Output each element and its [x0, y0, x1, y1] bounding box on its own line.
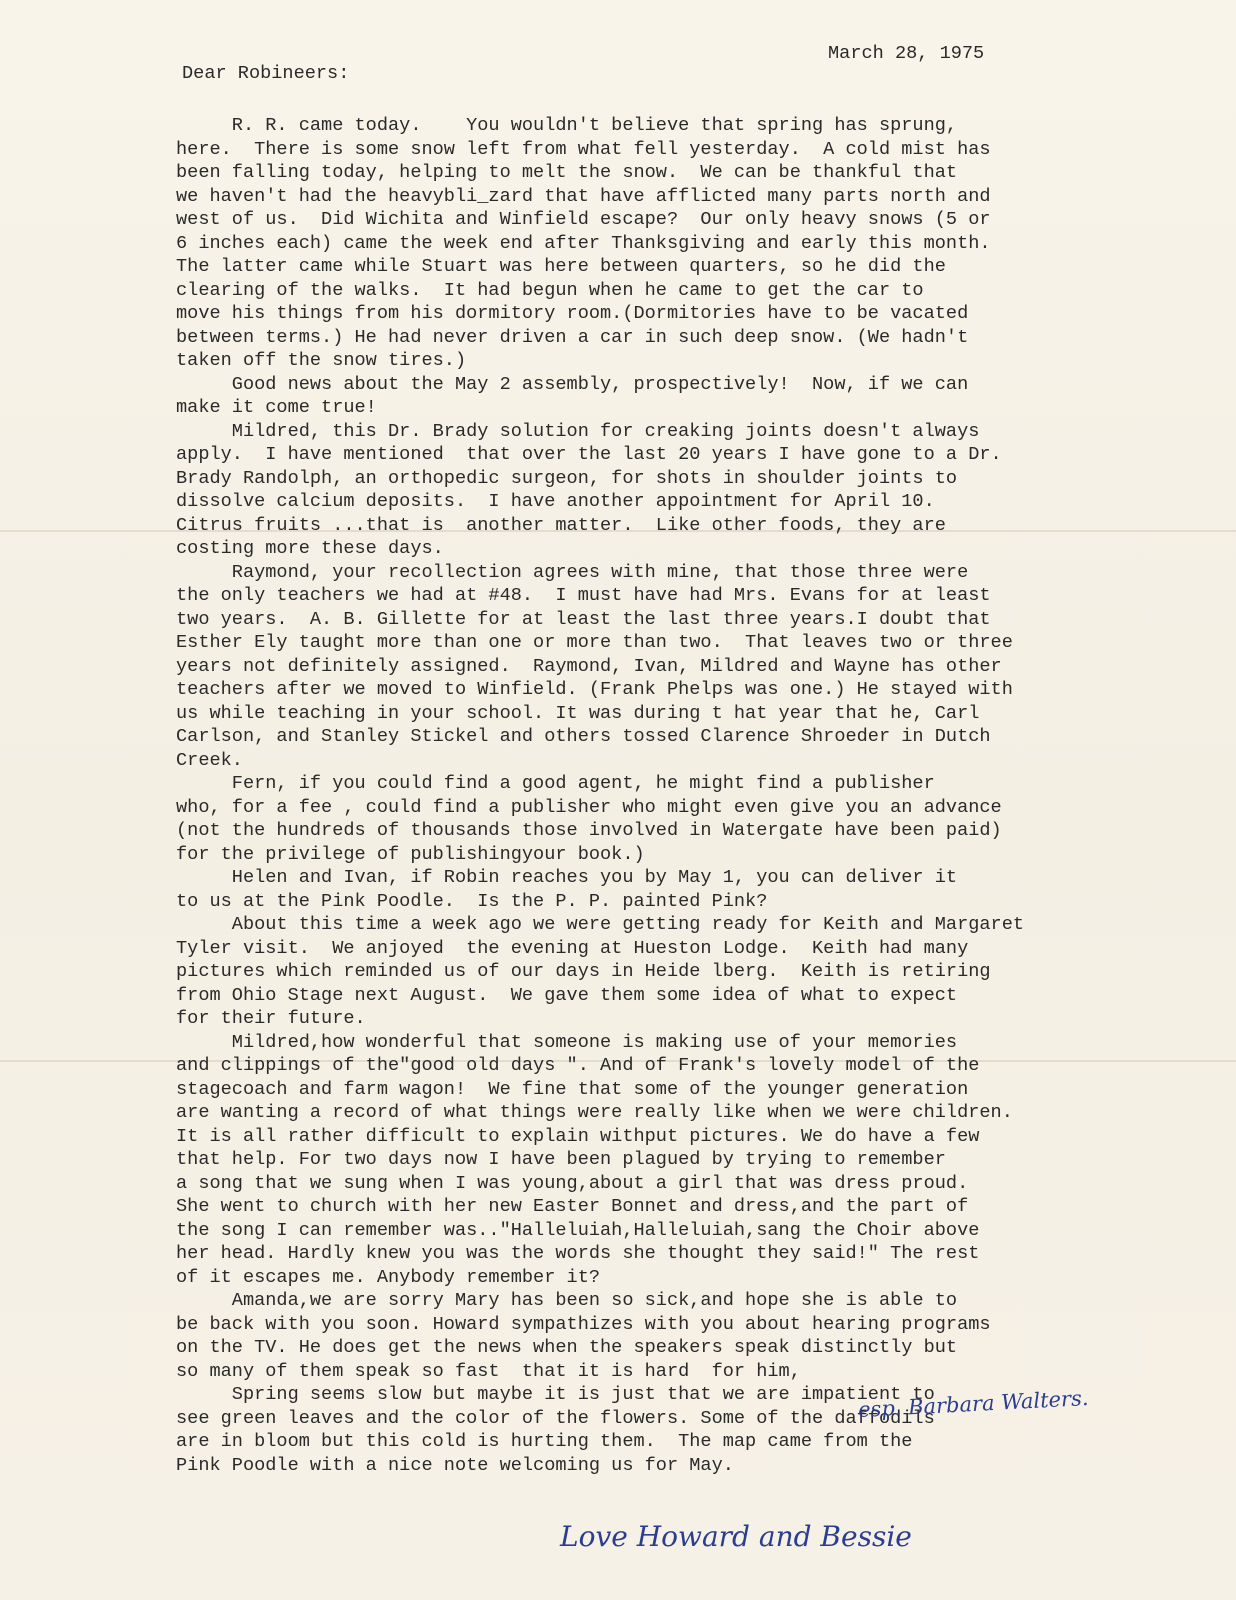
- letter-line: Amanda,we are sorry Mary has been so sick,and hope she is able to: [176, 1290, 958, 1311]
- letter-line: the song I can remember was.."Halleluiah,Halleluiah,sang the Choir above: [176, 1219, 980, 1241]
- letter-line: R. R. came today. You wouldn't believe that spring has sprung,: [176, 115, 958, 136]
- letter-line: years not definitely assigned. Raymond, Ivan, Mildred and Wayne has other: [176, 655, 1002, 677]
- letter-line: Good news about the May 2 assembly, prospectively! Now, if we can: [176, 373, 969, 395]
- letter-line: (not the hundreds of thousands those involved in Watergate have been paid): [176, 820, 1002, 841]
- letter-line: west of us. Did Wichita and Winfield escape? Our only heavy snows (5 or: [176, 209, 991, 230]
- letter-line: a song that we sung when I was young,about a girl that was dress proud.: [176, 1172, 969, 1194]
- letter-line: two years. A. B. Gillette for at least the last three years.I doubt that: [176, 608, 991, 630]
- letter-line: About this time a week ago we were getting ready for Keith and Margaret: [176, 914, 1025, 935]
- letter-line: Raymond, your recollection agrees with mine, that those three were: [176, 561, 969, 583]
- letter-date: March 28, 1975: [828, 43, 985, 64]
- letter-line: She went to church with her new Easter Bonnet and dress,and the part of: [176, 1196, 969, 1217]
- letter-line: are wanting a record of what things were really like when we were children.: [176, 1102, 1013, 1123]
- letter-line: we haven't had the heavybli_zard that have afflicted many parts north and: [176, 185, 991, 207]
- letter-line: Spring seems slow but maybe it is just that we are impatient to: [176, 1384, 935, 1405]
- letter-line: from Ohio Stage next August. We gave them some idea of what to expect: [176, 984, 958, 1006]
- letter-line: see green leaves and the color of the flowers. Some of the daffodils: [176, 1407, 935, 1429]
- letter-line: for the privilege of publishingyour book.): [176, 843, 645, 865]
- letter-line: of it escapes me. Anybody remember it?: [176, 1266, 601, 1288]
- letter-line: clearing of the walks. It had begun when he came to get the car to: [176, 279, 924, 301]
- letter-line: pictures which reminded us of our days in Heide lberg. Keith is retiring: [176, 961, 991, 982]
- letter-line: are in bloom but this cold is hurting them. The map came from the: [176, 1431, 913, 1452]
- letter-salutation: Dear Robineers:: [182, 63, 350, 84]
- letter-line: Helen and Ivan, if Robin reaches you by May 1, you can deliver it: [176, 867, 958, 888]
- letter-line: the only teachers we had at #48. I must have had Mrs. Evans for at least: [176, 585, 991, 606]
- letter-line: so many of them speak so fast that it is hard for him,: [176, 1360, 801, 1382]
- letter-line: Mildred,how wonderful that someone is making use of your memories: [176, 1031, 958, 1053]
- handwritten-signature: Love Howard and Bessie: [560, 1520, 912, 1553]
- letter-line: Pink Poodle with a nice note welcoming us for May.: [176, 1454, 734, 1476]
- letter-line: Carlson, and Stanley Stickel and others tossed Clarence Shroeder in Dutch: [176, 726, 991, 747]
- letter-line: Esther Ely taught more than one or more than two. That leaves two or three: [176, 632, 1013, 653]
- letter-line: her head. Hardly knew you was the words she thought they said!" The rest: [176, 1243, 980, 1264]
- letter-line: Fern, if you could find a good agent, he might find a publisher: [176, 773, 935, 794]
- letter-line: who, for a fee , could find a publisher who might even give you an advance: [176, 796, 1002, 818]
- letter-line: Tyler visit. We anjoyed the evening at Hueston Lodge. Keith had many: [176, 937, 969, 959]
- letter-line: The latter came while Stuart was here between quarters, so he did the: [176, 256, 946, 277]
- letter-line: and clippings of the"good old days ". And of Frank's lovely model of the: [176, 1055, 980, 1076]
- handwritten-annotation: esp. Barbara Walters.: [857, 1385, 1090, 1423]
- letter-line: for their future.: [176, 1008, 366, 1029]
- letter-line: Citrus fruits ...that is another matter. Like other foods, they are: [176, 514, 946, 536]
- letter-line: make it come true!: [176, 397, 377, 418]
- letter-line: It is all rather difficult to explain withput pictures. We do have a few: [176, 1125, 980, 1147]
- letter-line: Brady Randolph, an orthopedic surgeon, for shots in shoulder joints to: [176, 467, 958, 489]
- letter-line: that help. For two days now I have been plagued by trying to remember: [176, 1149, 946, 1170]
- letter-line: Mildred, this Dr. Brady solution for creaking joints doesn't always: [176, 420, 980, 442]
- letter-line: between terms.) He had never driven a car in such deep snow. (We hadn't: [176, 326, 969, 348]
- letter-line: be back with you soon. Howard sympathizes with you about hearing programs: [176, 1313, 991, 1335]
- letter-line: been falling today, helping to melt the snow. We can be thankful that: [176, 162, 958, 183]
- letter-line: costing more these days.: [176, 538, 444, 559]
- letter-line: Creek.: [176, 749, 243, 771]
- letter-line: apply. I have mentioned that over the last 20 years I have gone to a Dr.: [176, 444, 1002, 465]
- letter-line: move his things from his dormitory room.(Dormitories have to be vacated: [176, 303, 969, 324]
- letter-line: here. There is some snow left from what fell yesterday. A cold mist has: [176, 138, 991, 160]
- letter-line: on the TV. He does get the news when the speakers speak distinctly but: [176, 1337, 958, 1358]
- letter-line: teachers after we moved to Winfield. (Frank Phelps was one.) He stayed with: [176, 679, 1013, 700]
- letter-line: dissolve calcium deposits. I have another appointment for April 10.: [176, 491, 935, 512]
- letter-line: taken off the snow tires.): [176, 350, 467, 371]
- letter-line: us while teaching in your school. It was during t hat year that he, Carl: [176, 702, 980, 724]
- letter-line: 6 inches each) came the week end after Thanksgiving and early this month.: [176, 232, 991, 254]
- letter-body: [176, 114, 1024, 1477]
- letter-line: stagecoach and farm wagon! We fine that some of the younger generation: [176, 1078, 969, 1100]
- letter-line: to us at the Pink Poodle. Is the P. P. painted Pink?: [176, 890, 768, 912]
